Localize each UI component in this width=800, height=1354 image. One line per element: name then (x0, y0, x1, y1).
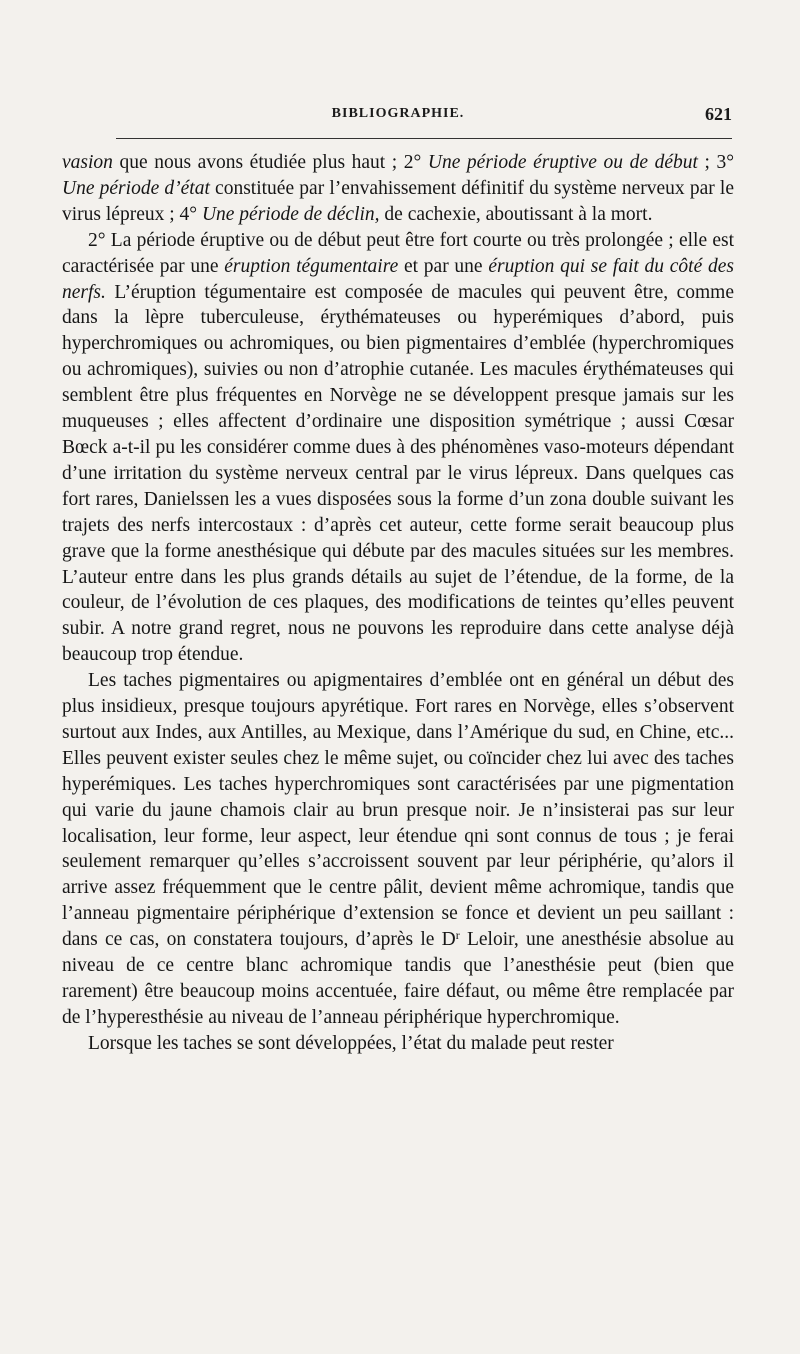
italic-text: Une période de déclin, (201, 203, 380, 225)
text-run: constituée par l’envahissement définitif du système nerveux par le virus lépreux ; 4° (62, 177, 734, 225)
italic-text: Une période d’état (62, 177, 210, 199)
page-number: 621 (705, 104, 732, 124)
body-text (62, 150, 734, 1057)
text-run: que nous avons étudiée plus haut ; 2° (112, 152, 428, 173)
paragraph (62, 228, 734, 668)
text-run: ; 3° (697, 152, 734, 173)
italic-text: éruption tégumentaire (224, 255, 399, 277)
italic-text: éruption qui se fait du côté des nerfs. (62, 255, 734, 303)
text-run: Lorsque les taches se sont développées, l’état du malade peut rester (88, 1032, 614, 1054)
text-run: et par une (398, 255, 489, 277)
text-run: Les taches pigmentaires ou apigmentaires d’emblée ont en général un début des plus insidieux, presque toujours apyrétique. Fort rares en Norvège, elles s’observent surtout aux Indes, aux Antilles, au Mexique, dans l’Amérique du sud, en Chine, etc... Elles peuvent exister seules chez le même sujet, ou coïncider chez lui avec des taches hyperémiques. Les taches hyperchromiques sont caractérisées par une pigmentation qui varie du jaune chamois clair au brun presque noir. Je n’insisterai pas sur leur localisation, leur forme, leur aspect, leur étendue qni sont connus de tous ; je ferai seulement remarquer qu’elles s’accroissent souvent par leur périphérie, qu’alors il arrive assez fréquemment que le centre pâlit, devient même achromique, tandis que l’anneau pigmentaire périphérique d’extension se fonce et devient un peu saillant : dans ce cas, on constatera toujours, d’après le D (62, 670, 734, 951)
text-run: Leloir, une anesthésie absolue au niveau de ce centre blanc achromique tandis que l’anesthésie peut (bien que rarement) être beaucoup moins accentuée, faire défaut, ou même être remplacée par de l’hyperesthésie au niveau de l’anneau périphérique hyperchromique. (62, 929, 735, 1028)
superscript: r (455, 928, 460, 943)
italic-text: Une période éruptive ou de début (427, 152, 698, 173)
header-rule (116, 138, 732, 139)
running-title: BIBLIOGRAPHIE. (331, 106, 465, 121)
page-header (62, 104, 734, 128)
text-run: 2° La période éruptive ou de début peut être fort courte ou très prolongée ; elle est caractérisée par une (62, 229, 734, 277)
text-run: de cachexie, aboutissant à la mort. (379, 203, 653, 225)
paragraph (62, 1031, 734, 1057)
paragraph (62, 668, 734, 1031)
italic-text: vasion (62, 152, 113, 173)
paragraph (62, 150, 734, 228)
text-run: L’éruption tégumentaire est composée de macules qui peuvent être, comme dans la lèpre tuberculeuse, érythémateuses ou hyperémiques d’abord, puis hyperchromiques ou achromiques, ou bien pigmentaires d’emblée (hyperchromiques ou achromiques), suivies ou non d’atrophie cutanée. Les macules érythémateuses qui semblent être plus fréquentes en Norvège ne se développent presque jamais sur les muqueuses ; elles affectent d’ordinaire une disposition symétrique ; aussi Cœsar Bœck a-t-il pu les considérer comme dues à des phénomènes vaso-moteurs dépendant d’une irritation du système nerveux central par le virus lépreux. Dans quelques cas fort rares, Danielssen les a vues disposées sous la forme d’un zona double suivant les trajets des nerfs intercostaux : d’après cet auteur, cette forme serait beaucoup plus grave que la forme anesthésique qui débute par des macules situées sur les membres. L’auteur entre dans les plus grands détails au sujet de l’étendue, de la forme, de la couleur, de l’évolution de ces plaques, des modifications de teintes qu’elles peuvent subir. A notre grand regret, nous ne pouvons les reproduire dans cette analyse déjà beaucoup trop étendue. (62, 281, 734, 666)
